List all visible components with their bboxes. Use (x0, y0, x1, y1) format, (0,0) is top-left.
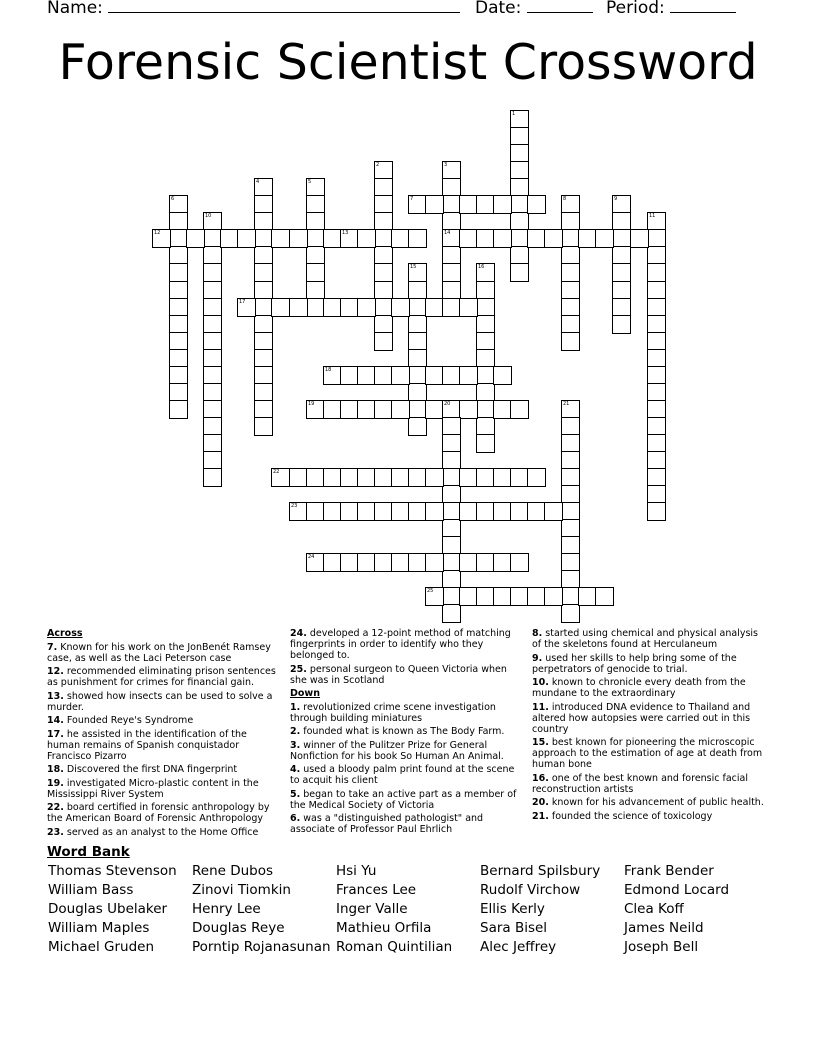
clue-down-8: 8. started using chemical and physical analysis of the skeletons found at Herculaneum (532, 628, 758, 650)
clue-number: 13 (342, 230, 349, 236)
period-label: Period: (606, 0, 665, 18)
word-bank-entry: Douglas Ubelaker (48, 901, 168, 917)
clue-number: 16 (478, 264, 485, 270)
clue-across-13: 13. showed how insects can be used to solve a murder. (47, 690, 273, 713)
crossword-cell[interactable] (493, 229, 512, 248)
word-bank-column-1 (48, 862, 177, 957)
clue-across-19: 19. investigated Micro-plastic content in the Mississippi River System (47, 777, 259, 800)
clue-number: 18 (325, 367, 332, 373)
clue-down-16: 16. one of the best known and forensic facial reconstruction artists (532, 772, 749, 795)
word-bank-entry: Alec Jeffrey (480, 939, 557, 955)
crossword-cell[interactable] (425, 502, 444, 521)
crossword-cell[interactable] (237, 229, 256, 248)
clue-number: 5 (308, 179, 312, 185)
page-title: Forensic Scientist Crossword (58, 34, 758, 91)
clue-number: 7 (410, 196, 414, 202)
crossword-cell[interactable] (425, 587, 444, 606)
clue-down-3: 3. winner of the Pulitzer Prize for General Nonfiction for his book So Human An Animal. (290, 739, 504, 762)
crossword-cell[interactable] (391, 366, 410, 385)
crossword-cell[interactable] (544, 229, 563, 248)
crossword-cell[interactable] (561, 263, 580, 282)
across-heading: Across (47, 628, 83, 639)
crossword-cell[interactable] (271, 298, 290, 317)
crossword-cell[interactable] (408, 229, 427, 248)
word-bank-entry: Inger Valle (336, 901, 408, 917)
crossword-cell[interactable] (442, 604, 461, 623)
clue-number: 24 (308, 554, 315, 560)
crossword-cell[interactable] (510, 400, 529, 419)
crossword-cell[interactable] (391, 400, 410, 419)
word-bank-entry: Michael Gruden (48, 939, 154, 955)
crossword-cell[interactable] (493, 195, 512, 214)
clue-across-12: 12. recommended eliminating prison sentences as punishment for crimes for financial gain. (47, 666, 276, 688)
date-label: Date: (475, 0, 522, 18)
crossword-cell[interactable] (254, 417, 273, 436)
crossword-cell[interactable] (237, 298, 256, 317)
crossword-cell[interactable] (459, 366, 478, 385)
crossword-cell[interactable] (527, 195, 546, 214)
name-label: Name: (47, 0, 103, 18)
clue-number: 6 (171, 196, 175, 202)
crossword-cell[interactable] (476, 434, 495, 453)
clue-number: 21 (563, 401, 570, 407)
clue-down-9: 9. used her skills to help bring some of the perpetrators of genocide to trial. (532, 652, 737, 675)
crossword-cell[interactable] (476, 263, 495, 282)
crossword-cell[interactable] (289, 298, 308, 317)
word-bank-entry: Hsi Yu (336, 863, 377, 879)
clue-number: 20 (444, 401, 451, 407)
crossword-cell[interactable] (612, 263, 631, 282)
clue-across-24: 24. developed a 12-point method of matching fingerprints in order to identify who they belonged to. (290, 628, 511, 661)
word-bank-entry: Sara Bisel (480, 920, 548, 936)
clue-down-2: 2. founded what is known as The Body Farm. (290, 726, 505, 737)
clue-across-7: 7. Known for his work on the JonBenét Ramsey case, as well as the Laci Peterson case (47, 641, 271, 664)
word-bank-column-4 (480, 862, 600, 957)
crossword-cell[interactable] (186, 229, 205, 248)
clue-number: 3 (444, 162, 448, 168)
clue-across-23: 23. served as an analyst to the Home Office (47, 826, 259, 838)
crossword-cell[interactable] (459, 298, 478, 317)
word-bank-entry: Clea Koff (624, 901, 684, 917)
clue-across-14: 14. Founded Reye's Syndrome (47, 715, 194, 726)
crossword-cell[interactable] (357, 298, 376, 317)
crossword-cell[interactable] (271, 468, 290, 487)
clue-down-4: 4. used a bloody palm print found at the scene to acquit his client (290, 764, 515, 786)
word-bank-entry: Bernard Spilsbury (480, 863, 601, 879)
clue-down-5: 5. began to take an active part as a member of the Medical Society of Victoria (290, 788, 517, 811)
clue-number: 12 (154, 230, 161, 236)
crossword-cell[interactable] (408, 417, 427, 436)
crossword-cell[interactable] (169, 263, 188, 282)
crossword-cell[interactable] (561, 332, 580, 351)
clue-down-1: 1. revolutionized crime scene investigation through building miniatures (290, 701, 496, 724)
clue-across-18: 18. Discovered the first DNA fingerprint (47, 764, 238, 775)
crossword-cell[interactable] (374, 263, 393, 282)
clue-down-6: 6. was a "distinguished pathologist" and associate of Professor Paul Ehrlich (290, 813, 484, 835)
word-bank-column-3 (336, 862, 452, 957)
clue-number: 10 (205, 213, 212, 219)
clues-column-3 (532, 628, 768, 824)
clue-number: 19 (308, 401, 315, 407)
clues-column-2 (290, 628, 520, 838)
clue-number: 14 (444, 230, 451, 236)
crossword-cell[interactable] (271, 229, 290, 248)
word-bank-entry: Rudolf Virchow (480, 882, 581, 898)
clue-number: 8 (563, 196, 567, 202)
word-bank-entry: Thomas Stevenson (48, 863, 177, 879)
clue-down-21: 21. founded the science of toxicology (532, 810, 713, 822)
clue-across-22: 22. board certified in forensic anthropology by the American Board of Forensic Anthropology (47, 802, 270, 824)
crossword-cell[interactable] (595, 587, 614, 606)
crossword-cell[interactable] (544, 587, 563, 606)
clue-number: 22 (273, 469, 280, 475)
crossword-cell[interactable] (510, 263, 529, 282)
crossword-cell[interactable] (357, 229, 376, 248)
word-bank-entry: Roman Quintilian (336, 939, 453, 955)
clue-down-10: 10. known to chronicle every death from the mundane to the extraordinary (532, 677, 746, 699)
clues-column-1 (47, 628, 279, 840)
crossword-cell[interactable] (612, 315, 631, 334)
clue-down-20: 20. known for his advancement of public health. (532, 797, 764, 808)
crossword-cell[interactable] (425, 468, 444, 487)
crossword-cell[interactable] (647, 263, 666, 282)
crossword-cell[interactable] (374, 332, 393, 351)
crossword-cell[interactable] (203, 468, 222, 487)
word-bank-entry: Zinovi Tiomkin (192, 882, 291, 898)
word-bank-entry: Mathieu Orfila (336, 920, 432, 936)
clue-number: 17 (239, 299, 246, 305)
word-bank-entry: Henry Lee (192, 901, 261, 917)
word-bank-entry: Rene Dubos (192, 863, 274, 879)
crossword-cell[interactable] (425, 195, 444, 214)
crossword-cell[interactable] (630, 229, 649, 248)
word-bank-entry: Frank Bender (624, 863, 714, 879)
clue-across-17: 17. he assisted in the identification of the human remains of Spanish conquistador Francisco Pizarro (47, 728, 247, 762)
word-bank-entry: William Maples (48, 920, 150, 936)
clue-number: 4 (256, 179, 260, 185)
word-bank-entry: Edmond Locard (624, 882, 730, 898)
word-bank-heading: Word Bank (47, 844, 130, 860)
clue-across-25: 25. personal surgeon to Queen Victoria when she was in Scotland (290, 663, 507, 686)
crossword-cell[interactable] (425, 553, 444, 572)
crossword-cell[interactable] (595, 229, 614, 248)
crossword-cell[interactable] (561, 604, 580, 623)
clue-number: 15 (410, 264, 417, 270)
crossword-cell[interactable] (169, 400, 188, 419)
word-bank-column-5 (624, 862, 729, 957)
clue-number: 1 (512, 111, 516, 117)
word-bank-entry: Ellis Kerly (480, 901, 545, 917)
clue-down-15: 15. best known for pioneering the microscopic approach to the estimation of age at death from human bone (532, 737, 763, 770)
crossword-cell[interactable] (152, 229, 171, 248)
crossword-cell[interactable] (408, 263, 427, 282)
crossword-cell[interactable] (493, 366, 512, 385)
crossword-cell[interactable] (442, 263, 461, 282)
crossword-cell[interactable] (544, 502, 563, 521)
word-bank-entry: William Bass (48, 882, 134, 898)
down-heading: Down (290, 688, 320, 699)
crossword-cell[interactable] (647, 502, 666, 521)
word-bank-entry: Douglas Reye (192, 920, 285, 936)
crossword-cell[interactable] (203, 263, 222, 282)
crossword-cell[interactable] (391, 298, 410, 317)
clue-number: 9 (614, 196, 618, 202)
word-bank-entry: Joseph Bell (624, 939, 699, 955)
clue-number: 11 (649, 213, 656, 219)
crossword-cell[interactable] (289, 229, 308, 248)
word-bank-entry: Frances Lee (336, 882, 417, 898)
clue-number: 25 (427, 588, 434, 594)
crossword-cell[interactable] (459, 400, 478, 419)
crossword-cell[interactable] (527, 468, 546, 487)
crossword-cell[interactable] (510, 553, 529, 572)
crossword-cell[interactable] (254, 263, 273, 282)
clue-number: 2 (376, 162, 380, 168)
crossword-cell[interactable] (306, 263, 325, 282)
word-bank-entry: James Neild (624, 920, 704, 936)
word-bank-column-2 (192, 862, 331, 957)
word-bank-entry: Porntip Rojanasunan (192, 939, 331, 955)
clue-number: 23 (291, 503, 298, 509)
clue-down-11: 11. introduced DNA evidence to Thailand and altered how autopsies were carried out in this country (532, 701, 751, 735)
